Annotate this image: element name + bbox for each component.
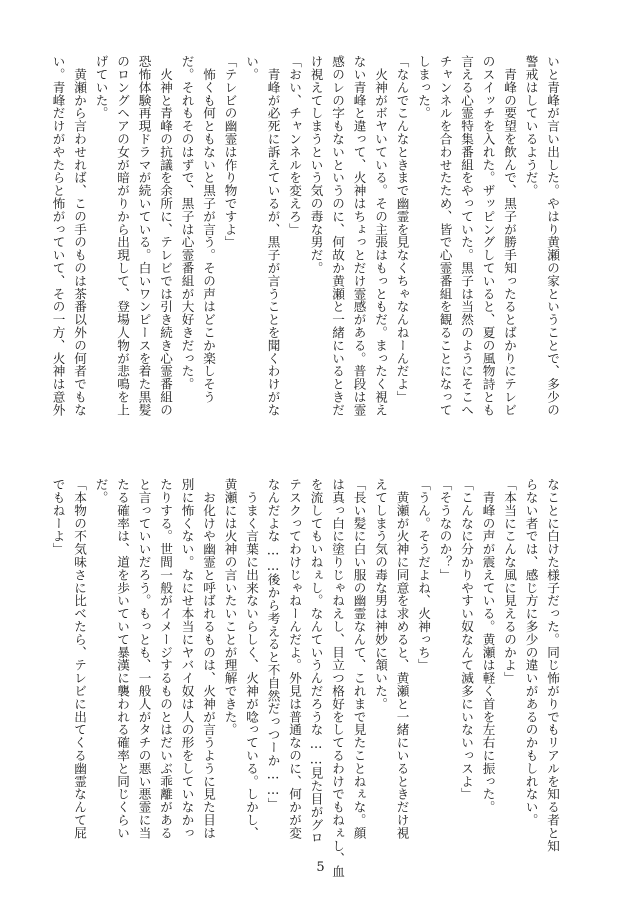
text-line: 「長い髪に白い服の幽霊なんて、これまで見たことねぇな。顔 [351, 478, 367, 840]
text-block-top [47, 55, 563, 425]
text-line: 言える心霊特集番組をやっていた。黒子は当然のようにそこへ [459, 55, 474, 417]
text-line: 「本物の不気味さに比べたら、テレビに出てくる幽霊なんて屁 [72, 478, 87, 840]
text-line: 黄瀬から言わせれば、この手のものは茶番以外の何者でもな [72, 55, 87, 417]
text-line: い。 [244, 55, 259, 81]
page-number: 5 [316, 860, 325, 875]
text-block-bottom [47, 478, 563, 878]
text-line: 「本当にこんな風に見えるのかよ」 [502, 478, 517, 685]
text-line: だ。それもそのはずで、黒子は心霊番組が大好きだった。 [179, 55, 195, 391]
text-line: テスクってわけじゃねーんだよ。外見は普通なのに、何かが変 [287, 478, 302, 840]
text-line: 青峰の要望を飲んで、黒子が勝手知ったるとばかりにテレビ [502, 55, 517, 417]
text-line: のロングヘアの女が暗がりから出現して、登場人物が悲鳴を上 [115, 55, 130, 417]
text-line: け視えてしまうという気の毒な男だ。 [308, 55, 324, 275]
text-line: 感のレの字もないというのに、何故か黄瀬と一緒にいるときだ [330, 55, 345, 417]
text-line: いと青峰が言い出した。やはり黄瀬の家ということで、多少の [545, 55, 560, 417]
text-line: チャンネルを合わせたため、皆で心霊番組を観ることになって [437, 55, 453, 417]
text-line: ない青峰と違って、火神はちょっとだけ霊感がある。普段は霊 [351, 55, 367, 417]
text-line: 恐怖体験再現ドラマが続いている。白いワンピースを着た黒髪 [136, 55, 152, 417]
text-line: お化けや幽霊と呼ばれるものは、火神が言うように見た目は [201, 478, 216, 840]
text-line: えてしまう気の毒な男は神妙に頷いた。 [373, 478, 388, 711]
text-line: は真っ白に塗りじゃねえし、目立つ格好をしてるわけでもねぇし、血 [330, 478, 345, 878]
text-line: を流してもいねぇし。なんていうんだろうな……見た目がグロ [308, 478, 324, 844]
text-line: でもねーよ」 [50, 478, 66, 556]
text-line: だ。 [93, 478, 109, 504]
text-line: 怖くも何ともないと黒子が言う。その声はどこか楽しそう [201, 55, 216, 404]
text-line: 警戒はしているようだ。 [523, 55, 539, 197]
text-line: たる確率は、道を歩いていて暴漢に襲われる確率と同じくらい [115, 478, 130, 840]
text-line: 別に怖くない。なにせ本当にヤバイ奴は人の形をしていなかっ [179, 478, 195, 840]
text-line: しまった。 [416, 55, 431, 120]
text-line: 「そうなのか？」 [437, 478, 453, 582]
text-line: 火神と青峰の抗議を余所に、テレビでは引き続き心霊番組の [158, 55, 173, 417]
text-line: うまく言葉に出来ないらしく、火神が唸っている。しかし、 [244, 478, 259, 840]
text-line: たりする。世間一般がイメージするものとはだいぶ乖離がある [158, 478, 173, 840]
text-line: 「おい、チャンネルを変えろ」 [287, 55, 302, 236]
text-line: 「うん。そうだよね、火神っち」 [416, 478, 431, 672]
text-line: げていた。 [93, 55, 109, 120]
text-line: 青峰が必死に訴えているが、黒子が言うことを聞くわけがな [265, 55, 281, 417]
text-line: なんだよな……後から考えると不自然だっつーか……」 [265, 478, 281, 811]
text-line: 「テレビの幽霊は作り物ですよ」 [222, 55, 238, 249]
text-line: らない者では、感じ方に多少の違いがあるのかもしれない。 [523, 478, 539, 827]
text-line: い。青峰だけがやたらと怖がっていて、その一方、火神は意外 [50, 55, 66, 417]
text-line: 青峰の声が震えている。黄瀬は軽く首を左右に振った。 [480, 478, 496, 814]
text-line: 「こんなに分かりやすい奴なんて滅多にいないっスよ」 [459, 478, 474, 801]
text-line: 「なんでこんなときまで幽霊を見なくちゃなんねーんだよ」 [394, 55, 410, 404]
text-line: と言っていいだろう。もっとも、一般人がタチの悪い悪霊に当 [136, 478, 152, 840]
text-line: のスイッチを入れた。ザッピングしていると、夏の風物詩とも [480, 55, 496, 417]
text-line: 黄瀬には火神の言いたいことが理解できた。 [222, 478, 238, 736]
text-line: 火神がボヤいている。その主張はもっともだ。まったく視え [373, 55, 388, 417]
text-line: なことに白けた様子だった。同じ怖がりでもリアルを知る者と知 [545, 478, 560, 853]
text-line: 黄瀬が火神に同意を求めると、黄瀬と一緒にいるときだけ視 [394, 478, 410, 840]
